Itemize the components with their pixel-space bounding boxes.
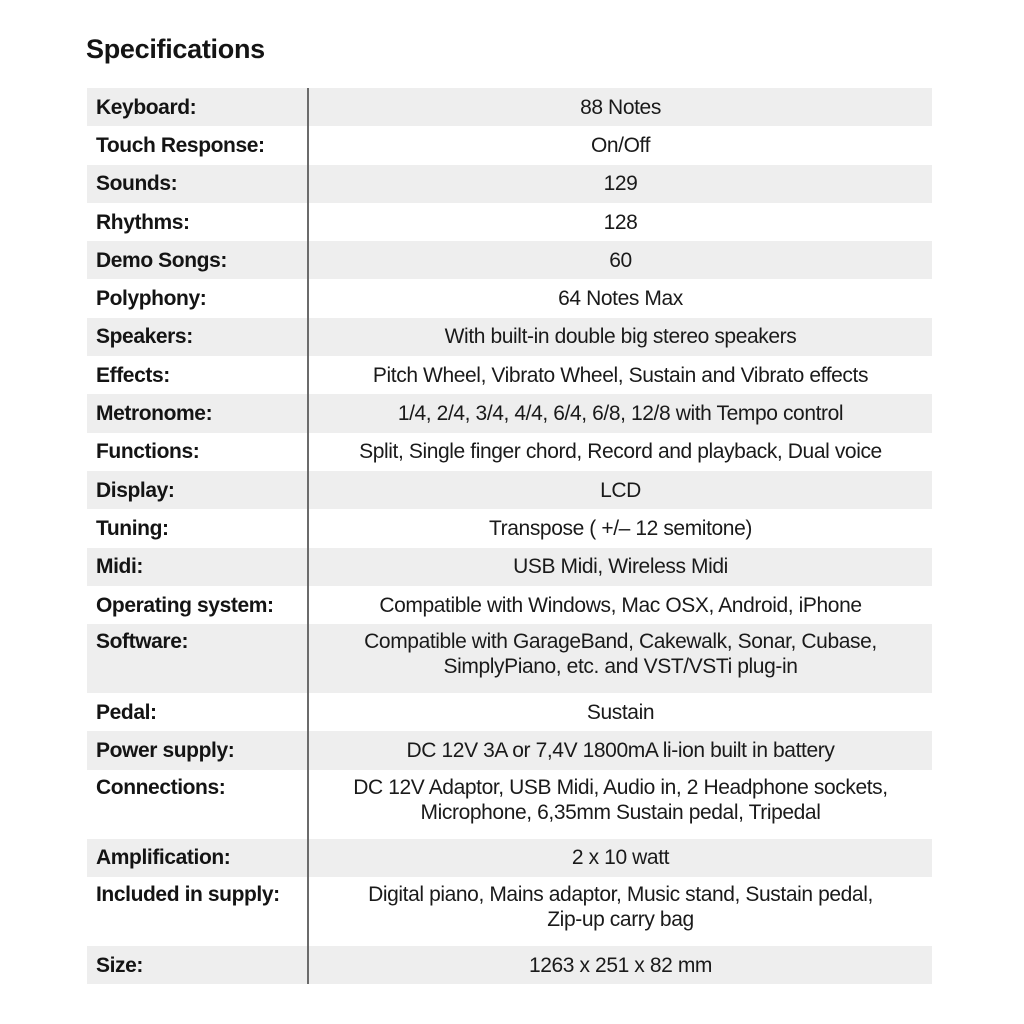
spec-value [308,624,932,693]
spec-value: Pitch Wheel, Vibrato Wheel, Sustain and Vibrato effects [308,356,932,394]
spec-row-demo-songs [87,241,932,279]
spec-row-software [87,624,932,693]
specifications-table [87,88,932,984]
spec-value: 128 [308,203,932,241]
spec-label: Effects: [87,356,308,394]
spec-row-speakers [87,318,932,356]
spec-row-sounds [87,165,932,203]
spec-row-operating-system [87,586,932,624]
spec-row-display [87,471,932,509]
spec-label: Power supply: [87,731,308,769]
spec-value: 64 Notes Max [308,279,932,317]
spec-value-line: Compatible with GarageBand, Cakewalk, Sonar, Cubase, [364,630,877,654]
spec-value: LCD [308,471,932,509]
spec-label: Software: [87,624,308,693]
spec-value: Transpose ( +/– 12 semitone) [308,509,932,547]
spec-value: DC 12V 3A or 7,4V 1800mA li-ion built in battery [308,731,932,769]
spec-row-touch-response [87,126,932,164]
spec-label: Display: [87,471,308,509]
spec-value: Sustain [308,693,932,731]
spec-label: Sounds: [87,165,308,203]
spec-label: Connections: [87,770,308,839]
spec-row-polyphony [87,279,932,317]
page-title: Specifications [86,34,265,64]
spec-label: Midi: [87,548,308,586]
spec-label: Demo Songs: [87,241,308,279]
spec-label: Size: [87,946,308,984]
spec-value: With built-in double big stereo speakers [308,318,932,356]
spec-row-keyboard [87,88,932,126]
spec-label: Operating system: [87,586,308,624]
spec-value-line: Zip-up carry bag [547,908,694,932]
spec-label: Rhythms: [87,203,308,241]
spec-value-line: Microphone, 6,35mm Sustain pedal, Tripedal [420,800,821,824]
spec-label: Tuning: [87,509,308,547]
spec-value-line: DC 12V Adaptor, USB Midi, Audio in, 2 Headphone sockets, [353,775,888,799]
spec-value-line: Digital piano, Mains adaptor, Music stand, Sustain pedal, [368,883,873,907]
spec-row-functions [87,433,932,471]
spec-value: On/Off [308,126,932,164]
spec-value-line: SimplyPiano, etc. and VST/VSTi plug-in [443,655,798,679]
spec-label: Functions: [87,433,308,471]
spec-row-tuning [87,509,932,547]
spec-value: 2 x 10 watt [308,839,932,877]
spec-label: Touch Response: [87,126,308,164]
spec-label: Keyboard: [87,88,308,126]
spec-label: Included in supply: [87,877,308,946]
spec-value: 1263 x 251 x 82 mm [308,946,932,984]
spec-value: USB Midi, Wireless Midi [308,548,932,586]
spec-value [308,877,932,946]
spec-row-power-supply [87,731,932,769]
spec-label: Polyphony: [87,279,308,317]
spec-row-rhythms [87,203,932,241]
spec-row-size [87,946,932,984]
spec-label: Speakers: [87,318,308,356]
specifications-table-body [87,88,932,984]
spec-value: 60 [308,241,932,279]
spec-row-included-in-supply [87,877,932,946]
spec-value [308,770,932,839]
spec-label: Pedal: [87,693,308,731]
spec-row-pedal [87,693,932,731]
spec-row-effects [87,356,932,394]
spec-row-connections [87,770,932,839]
spec-value: 88 Notes [308,88,932,126]
spec-value: 1/4, 2/4, 3/4, 4/4, 6/4, 6/8, 12/8 with Tempo control [308,394,932,432]
spec-row-metronome [87,394,932,432]
spec-label: Metronome: [87,394,308,432]
spec-value: Compatible with Windows, Mac OSX, Android, iPhone [308,586,932,624]
spec-label: Amplification: [87,839,308,877]
spec-row-amplification [87,839,932,877]
spec-value: Split, Single finger chord, Record and playback, Dual voice [308,433,932,471]
spec-row-midi [87,548,932,586]
spec-value: 129 [308,165,932,203]
